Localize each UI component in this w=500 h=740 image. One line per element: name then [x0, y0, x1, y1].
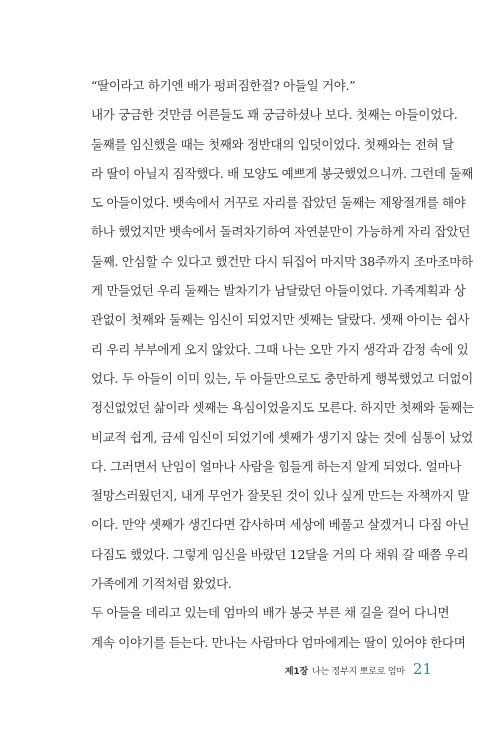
text-line: 두 아들을 데리고 있는데 엄마의 배가 봉긋 부른 채 길을 걸어 다니면: [91, 605, 450, 621]
page-number: 21: [412, 660, 432, 678]
paragraph-walking: [77, 598, 466, 657]
paragraph-first-son: [77, 100, 458, 129]
text-line: 정신없었던 삶이라 셋째는 욕심이었을지도 모른다. 하지만 첫째와 둘째는: [91, 400, 474, 416]
text-line: 다짐도 했었다. 그렇게 임신을 바랐던 12달을 거의 다 채워 갈 때쯤 우리: [91, 546, 469, 562]
text-line: “딸이라고 하기엔 배가 펑퍼짐한걸? 아들일 거야.”: [91, 78, 356, 93]
text-line: 계속 이야기를 듣는다. 만나는 사람마다 엄마에게는 딸이 있어야 한다며: [91, 634, 466, 650]
text-line: 도 아들이었다. 뱃속에서 거꾸로 자리를 잡았던 둘째는 제왕절개를 해야: [91, 195, 466, 211]
running-head: [285, 664, 405, 677]
text-line: 가족에게 기적처럼 왔었다.: [91, 576, 232, 592]
text-line: 라 딸이 아닐지 짐작했다. 배 모양도 예쁘게 봉긋했었으니까. 그런데 둘째: [91, 165, 473, 181]
paragraph-quote: [77, 71, 433, 100]
text-line: 게 만들었던 우리 둘째는 발차기가 남달랐던 아들이었다. 가족계획과 상: [91, 283, 466, 299]
text-line: 내가 궁금한 것만큼 어른들도 꽤 궁금하셨나 보다. 첫째는 아들이었다.: [91, 107, 458, 123]
text-line: 비교적 쉽게, 금세 임신이 되었기에 셋째가 생기지 않는 것에 심통이 났었: [91, 429, 473, 445]
text-line: 둘째를 임신했을 때는 첫째와 정반대의 입덧이었다. 첫째와는 전혀 달: [91, 136, 454, 152]
text-line: 리 우리 부부에게 오지 않았다. 그때 나는 오만 가지 생각과 감정 속에 있: [91, 341, 469, 357]
text-line: 관없이 첫째와 둘째는 임신이 되었지만 셋째는 달랐다. 셋째 아이는 쉽사: [91, 312, 470, 328]
text-line: 절망스러웠던지, 내게 무언가 잘못된 것이 있나 싶게 만드는 자책까지 말: [91, 488, 470, 504]
text-line: 이다. 만약 셋째가 생긴다면 감사하며 세상에 베풀고 살겠거니 다짐 아닌: [91, 517, 470, 533]
text-line: 둘째. 안심할 수 있다고 했건만 다시 뒤집어 마지막 38주까지 조마조마하: [91, 253, 473, 269]
body-text: [77, 71, 474, 657]
paragraph-second-son: [77, 130, 474, 599]
page-footer: [285, 660, 432, 678]
text-line: 었다. 두 아들이 이미 있는, 두 아들만으로도 충만하게 행복했었고 더없이: [91, 370, 473, 386]
text-line: 다. 그러면서 난임이 얼마나 사람을 힘들게 하는지 알게 되었다. 얼마나: [91, 458, 462, 474]
chapter-label: 제1장: [284, 667, 308, 677]
text-line: 하나 했었지만 뱃속에서 돌려차기하여 자연분만이 가능하게 자리 잡았던: [91, 224, 470, 240]
chapter-title: 나는 정부지 뽀로로 엄마: [311, 667, 405, 677]
